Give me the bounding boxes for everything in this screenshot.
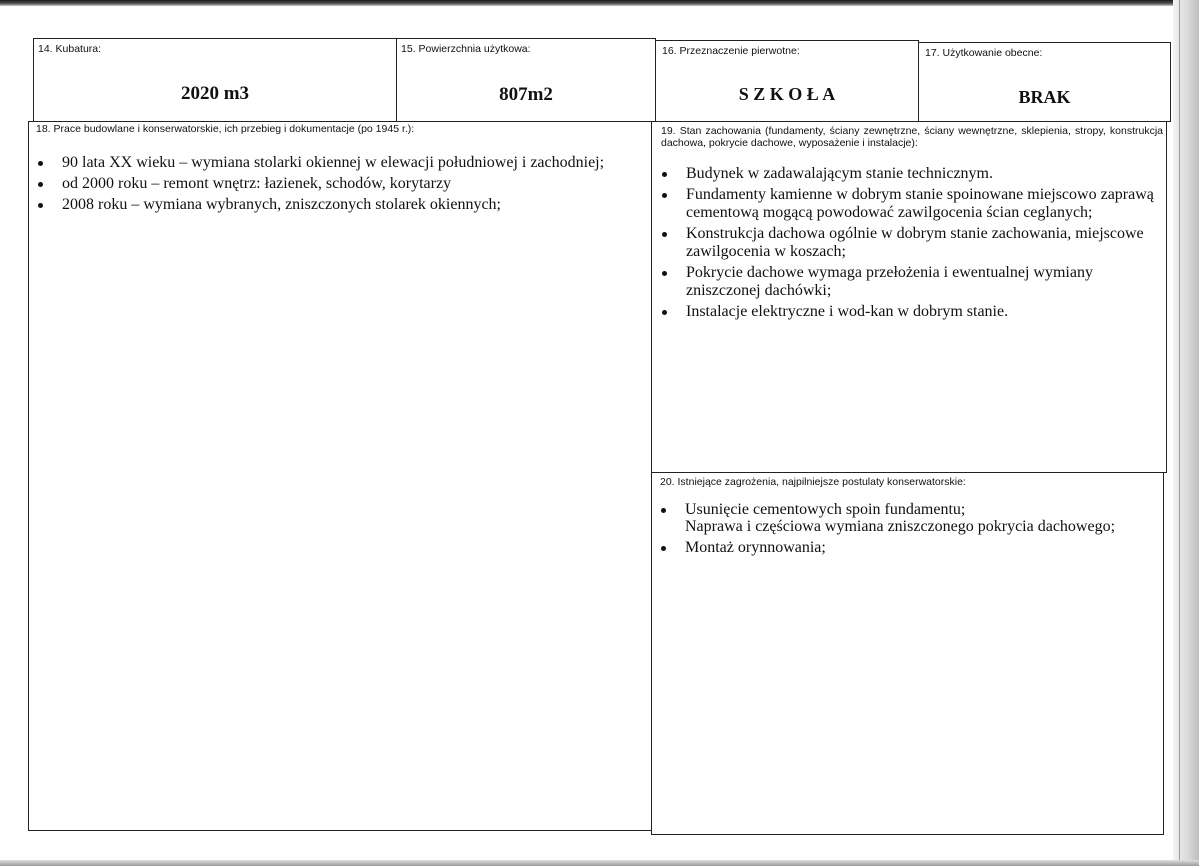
field-17-cell bbox=[918, 42, 1171, 122]
field-19-label: 19. Stan zachowania (fundamenty, ściany zewnętrzne, ściany wewnętrzne, sklepienia, stropy, konstrukcja dachowa, pokrycie dachowe, wyposażenie i instalacje): bbox=[661, 125, 1163, 149]
list-item: Budynek w zadawalającym stanie technicznym. bbox=[659, 165, 1155, 183]
field-20-list bbox=[658, 501, 1158, 560]
field-15-value: 807m2 bbox=[499, 84, 553, 105]
field-14-label: 14. Kubatura: bbox=[38, 43, 102, 55]
list-item: 90 lata XX wieku – wymiana stolarki okiennej w elewacji południowej i zachodniej; bbox=[35, 154, 650, 172]
field-17-value: BRAK bbox=[1018, 87, 1071, 107]
field-17-label: 17. Użytkowanie obecne: bbox=[925, 47, 1043, 59]
list-item: Konstrukcja dachowa ogólnie w dobrym stanie zachowania, miejscowe zawilgocenia w koszach; bbox=[659, 225, 1155, 261]
bullet-icon bbox=[662, 310, 667, 315]
bullet-icon bbox=[661, 508, 666, 513]
bullet-icon bbox=[662, 232, 667, 237]
field-14-value: 2020 m3 bbox=[180, 83, 250, 104]
bullet-icon bbox=[661, 546, 666, 551]
field-16-value: S Z K O Ł A bbox=[738, 84, 836, 104]
field-19-cell bbox=[651, 121, 1167, 473]
scan-edge-bottom bbox=[0, 860, 1199, 866]
field-20-label: 20. Istniejące zagrożenia, najpilniejsze postulaty konserwatorskie: bbox=[660, 476, 966, 488]
list-item: 2008 roku – wymiana wybranych, zniszczonych stolarek okiennych; bbox=[35, 196, 650, 214]
list-item: Instalacje elektryczne i wod-kan w dobrym stanie. bbox=[659, 303, 1155, 321]
bullet-icon bbox=[38, 161, 43, 166]
bullet-icon bbox=[662, 193, 667, 198]
list-item: Pokrycie dachowe wymaga przełożenia i ewentualnej wymiany zniszczonej dachówki; bbox=[659, 264, 1155, 300]
bullet-icon bbox=[38, 203, 43, 208]
bullet-icon bbox=[38, 182, 43, 187]
list-item: od 2000 roku – remont wnętrz: łazienek, schodów, korytarzy bbox=[35, 175, 650, 193]
list-item: Montaż orynnowania; bbox=[658, 539, 1158, 557]
field-14-cell bbox=[33, 38, 397, 122]
bullet-icon bbox=[662, 172, 667, 177]
scan-edge-right bbox=[1173, 0, 1199, 866]
list-item: Naprawa i częściowa wymiana zniszczonego pokrycia dachowego; bbox=[685, 518, 1116, 535]
field-19-list bbox=[659, 165, 1155, 324]
field-18-label: 18. Prace budowlane i konserwatorskie, ich przebieg i dokumentacje (po 1945 r.): bbox=[36, 123, 415, 135]
field-18-list bbox=[35, 154, 650, 217]
field-16-label: 16. Przeznaczenie pierwotne: bbox=[662, 45, 800, 57]
field-15-label: 15. Powierzchnia użytkowa: bbox=[401, 43, 531, 55]
list-item: Usunięcie cementowych spoin fundamentu; bbox=[658, 501, 1158, 519]
list-item: Fundamenty kamienne w dobrym stanie spoinowane miejscowo zaprawą cementową mogącą powodować zawilgocenia ścian ceglanych; bbox=[659, 186, 1155, 222]
field-18-cell bbox=[28, 121, 652, 831]
bullet-icon bbox=[662, 271, 667, 276]
field-16-cell bbox=[655, 40, 919, 122]
scan-edge-top bbox=[0, 0, 1199, 6]
field-15-cell bbox=[396, 38, 656, 122]
field-20-cell bbox=[651, 472, 1164, 835]
